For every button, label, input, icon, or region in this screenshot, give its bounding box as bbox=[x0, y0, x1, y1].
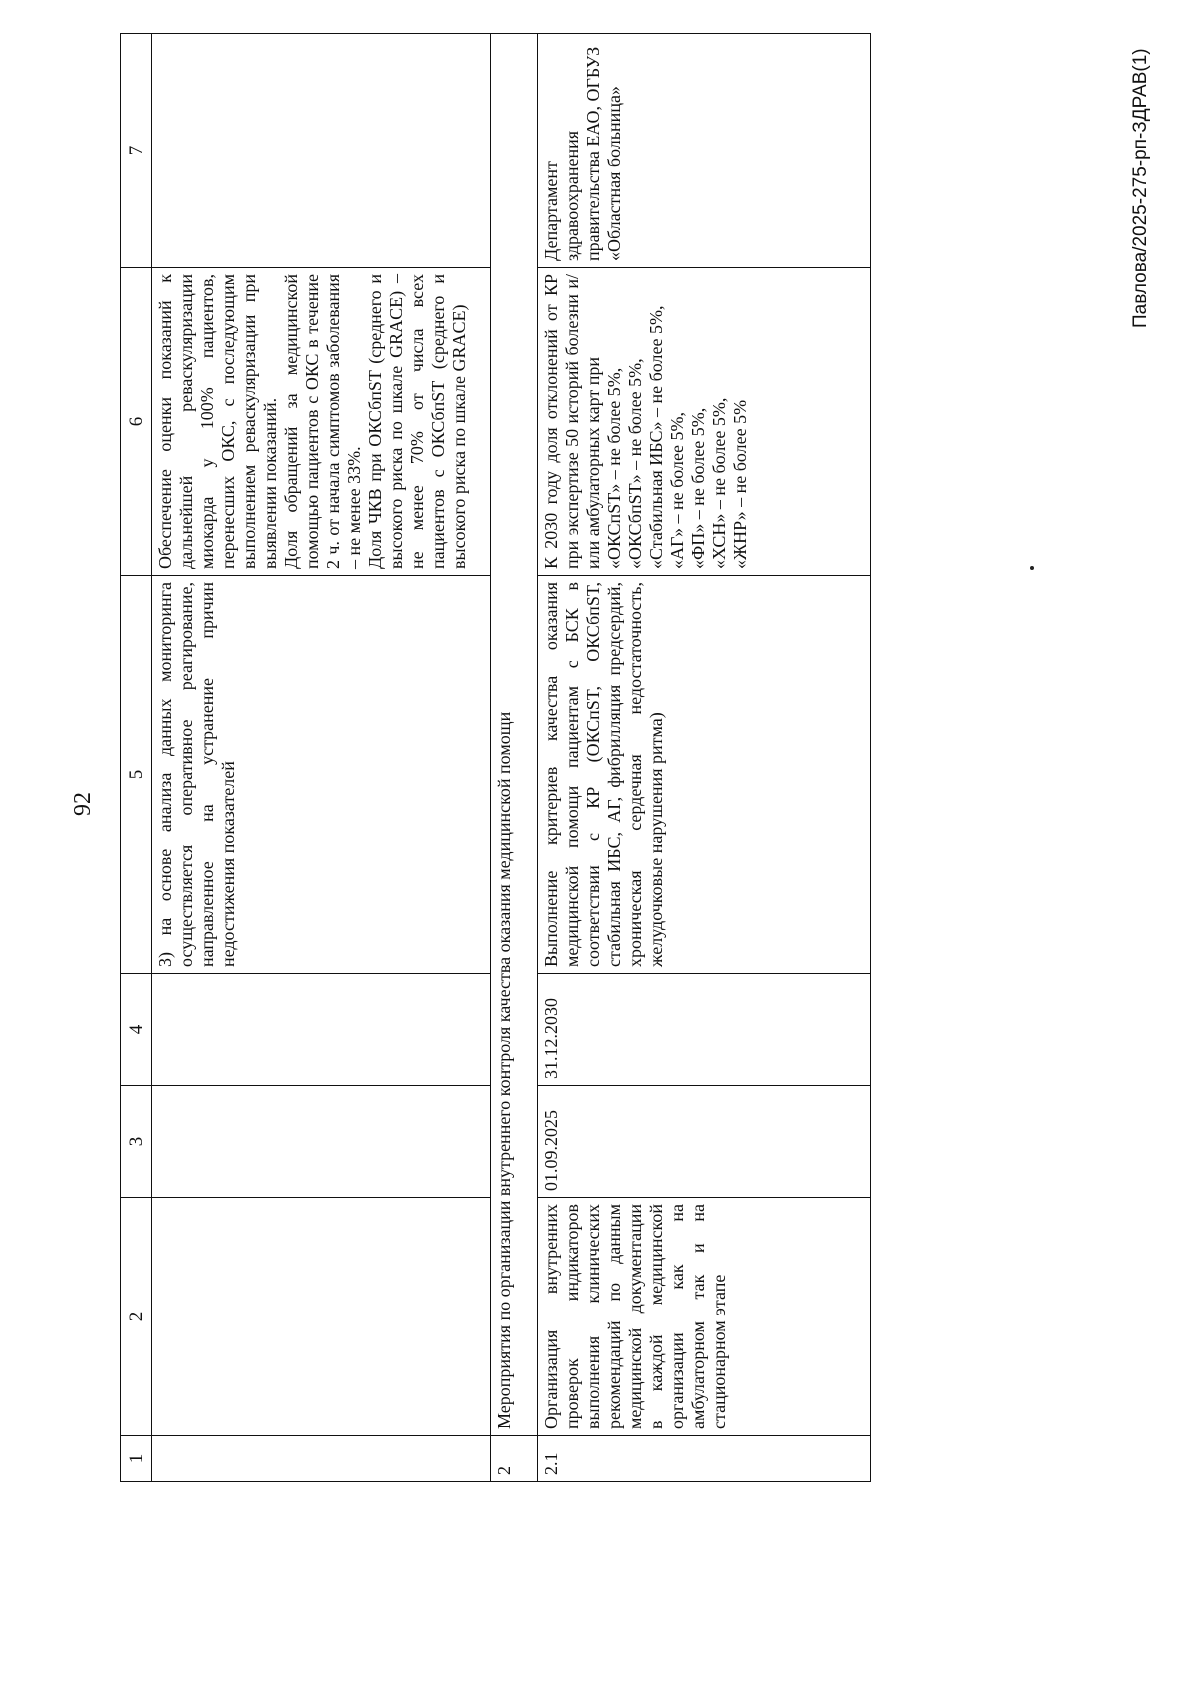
indicator-line: К 2030 году доля отклонений от КР при экспертизе 50 историй болезни и/или амбулаторных карт при bbox=[541, 274, 603, 569]
indicator-line: «ХСН» – не более 5%, bbox=[709, 397, 729, 569]
header-row bbox=[121, 34, 152, 1482]
header-cell: 3 bbox=[121, 1086, 152, 1198]
indicator-line: «ЖНР» – не более 5% bbox=[730, 399, 750, 569]
indicator-line: Обеспечение оценки показаний к дальнейшей реваскуляризации миокарда у 100% пациентов, перенесших ОКС, с последующим выполнением реваскуляризации при выявлении показаний. bbox=[155, 274, 280, 569]
cell-responsible: Департамент здравоохранения правительства ЕАО, ОГБУЗ «Областная больница» bbox=[538, 34, 871, 268]
table-row-continuation bbox=[152, 34, 491, 1482]
cell-start-date: 01.09.2025 bbox=[538, 1086, 871, 1198]
indicator-line: «Стабильная ИБС» – не более 5%, bbox=[646, 305, 666, 569]
cell-number bbox=[152, 1436, 491, 1482]
cell-start-date bbox=[152, 1086, 491, 1198]
section-title: Мероприятия по организации внутреннего контроля качества оказания медицинской помощи bbox=[491, 34, 538, 1436]
cell-activity: Организация внутренних проверок индикаторов выполнения клинических рекомендаций по данным медицинской документации в каждой медицинской организации как на амбулаторном так и на стационарном этапе bbox=[538, 1198, 871, 1436]
indicator-line: «ОКСпST» – не более 5%, bbox=[604, 367, 624, 569]
header-cell: 7 bbox=[121, 34, 152, 268]
cell-result: Выполнение критериев качества оказания медицинской помощи пациентам с БСК в соответствии с КР (ОКСпST, ОКСбпST, стабильная ИБС, АГ, фибрилляция предсердий, хроническая сердечная недостаточность, желудочковые нарушения ритма) bbox=[538, 576, 871, 974]
section-row bbox=[491, 34, 538, 1482]
cell-end-date: 31.12.2030 bbox=[538, 974, 871, 1086]
indicator-line: «АГ» – не более 5%, bbox=[667, 412, 687, 569]
cell-indicator bbox=[538, 268, 871, 576]
indicator-line: Доля обращений за медицинской помощью пациентов с ОКС в течение 2 ч. от начала симптомов заболевания – не менее 33%. bbox=[281, 274, 364, 569]
indicator-line: Доля ЧКВ при ОКСбпST (среднего и высокого риска по шкале GRACE) – не менее 70% от числа всех пациентов с ОКСбпST (среднего и высокого риска по шкале GRACE) bbox=[365, 274, 469, 569]
table-row-2-1 bbox=[538, 34, 871, 1482]
scan-speck bbox=[1030, 566, 1034, 570]
indicator-line: «ОКСбпST» – не более 5%, bbox=[625, 358, 645, 569]
cell-responsible bbox=[152, 34, 491, 268]
header-cell: 5 bbox=[121, 576, 152, 974]
header-cell: 2 bbox=[121, 1198, 152, 1436]
page-number: 92 bbox=[70, 792, 96, 816]
plan-table bbox=[120, 33, 871, 1482]
cell-indicator bbox=[152, 268, 491, 576]
header-cell: 4 bbox=[121, 974, 152, 1086]
cell-end-date bbox=[152, 974, 491, 1086]
header-cell: 6 bbox=[121, 268, 152, 576]
document-footer-code: Павлова/2025-275-рп-ЗДРАВ(1) bbox=[1130, 48, 1151, 328]
indicator-line: «ФП» – не более 5%, bbox=[688, 407, 708, 569]
cell-number: 2.1 bbox=[538, 1436, 871, 1482]
header-cell: 1 bbox=[121, 1436, 152, 1482]
cell-activity bbox=[152, 1198, 491, 1436]
cell-result: 3) на основе анализа данных мониторинга осуществляется оперативное реагирование, направленное на устранение причин недостижения показателей bbox=[152, 576, 491, 974]
section-number: 2 bbox=[491, 1436, 538, 1482]
